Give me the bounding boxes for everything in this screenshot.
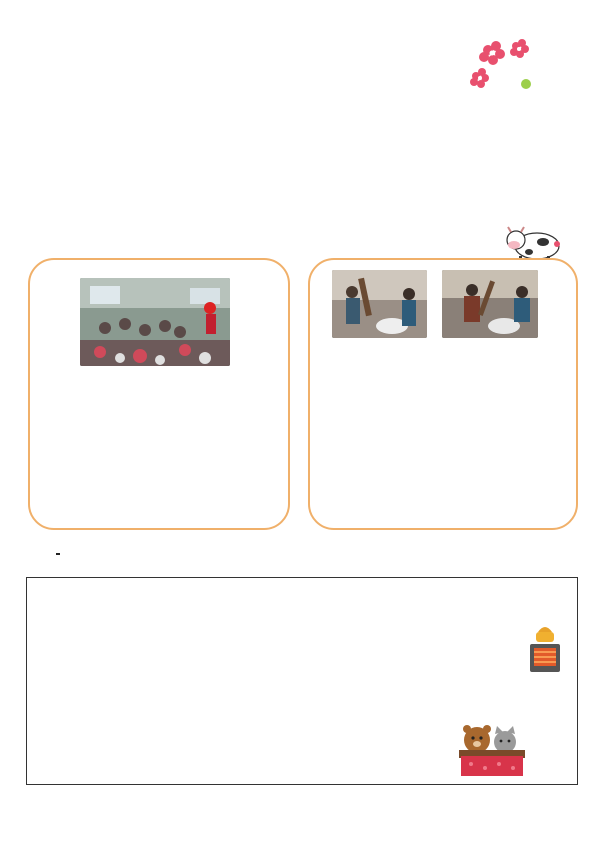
stove-icon (524, 622, 566, 674)
mochi-photo-2 (442, 270, 538, 338)
kotatsu-animals-icon (455, 722, 530, 778)
party-photo (80, 278, 230, 366)
decorative-border (0, 199, 600, 217)
plum-blossom-icon (468, 36, 538, 96)
mochi-photo-1 (332, 270, 427, 338)
heatshock-content (36, 584, 576, 598)
snowflake-border (0, 532, 600, 550)
heatshock-heading (56, 552, 60, 555)
